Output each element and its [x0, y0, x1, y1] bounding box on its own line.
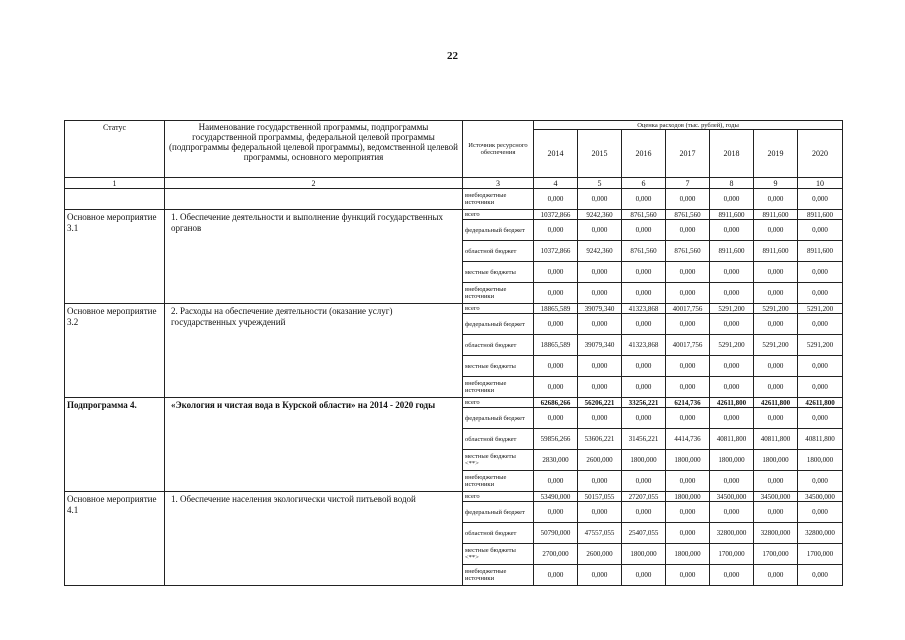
- source-cell: всего: [463, 492, 534, 502]
- value-cell: 25407,055: [622, 523, 666, 544]
- value-cell: 5291,200: [754, 304, 798, 314]
- source-cell: внебюджетные источники: [463, 283, 534, 304]
- value-cell: 32800,000: [798, 523, 843, 544]
- value-cell: 1800,000: [666, 492, 710, 502]
- value-cell: 0,000: [578, 471, 622, 492]
- value-cell: 0,000: [578, 408, 622, 429]
- value-cell: 59856,266: [534, 429, 578, 450]
- value-cell: 0,000: [534, 502, 578, 523]
- value-cell: 0,000: [534, 565, 578, 586]
- value-cell: 0,000: [534, 283, 578, 304]
- value-cell: 0,000: [666, 189, 710, 210]
- source-cell: федеральный бюджет: [463, 220, 534, 241]
- name-cell: 2. Расходы на обеспечение деятельности (оказание услуг) государственных учреждений: [165, 304, 463, 398]
- value-cell: 31456,221: [622, 429, 666, 450]
- value-cell: 34500,000: [798, 492, 843, 502]
- value-cell: 2600,000: [578, 544, 622, 565]
- value-cell: 53490,000: [534, 492, 578, 502]
- value-cell: 53606,221: [578, 429, 622, 450]
- year-header: 2020: [798, 130, 843, 178]
- name-cell: [165, 189, 463, 210]
- year-header: 2019: [754, 130, 798, 178]
- value-cell: 0,000: [534, 189, 578, 210]
- table-row: [65, 210, 843, 220]
- value-cell: 0,000: [754, 314, 798, 335]
- value-cell: 0,000: [666, 314, 710, 335]
- value-cell: 1800,000: [622, 544, 666, 565]
- value-cell: 0,000: [666, 220, 710, 241]
- value-cell: 0,000: [710, 377, 754, 398]
- name-cell: 1. Обеспечение населения экологически чистой питьевой водой: [165, 492, 463, 586]
- status-cell: Основное мероприятие 4.1: [65, 492, 165, 586]
- value-cell: 40811,800: [798, 429, 843, 450]
- table-row: [65, 189, 843, 210]
- value-cell: 0,000: [798, 220, 843, 241]
- value-cell: 0,000: [798, 471, 843, 492]
- value-cell: 0,000: [578, 565, 622, 586]
- value-cell: 8911,600: [754, 241, 798, 262]
- value-cell: 0,000: [666, 471, 710, 492]
- value-cell: 0,000: [710, 356, 754, 377]
- value-cell: 18865,589: [534, 304, 578, 314]
- value-cell: 1800,000: [710, 450, 754, 471]
- source-cell: федеральный бюджет: [463, 502, 534, 523]
- source-cell: областной бюджет: [463, 335, 534, 356]
- column-index: 8: [710, 178, 754, 189]
- value-cell: 8911,600: [798, 241, 843, 262]
- value-cell: 0,000: [798, 262, 843, 283]
- status-cell: Основное мероприятие 3.1: [65, 210, 165, 304]
- value-cell: 10372,866: [534, 241, 578, 262]
- value-cell: 39079,340: [578, 304, 622, 314]
- value-cell: 0,000: [534, 408, 578, 429]
- budget-table: [64, 120, 843, 586]
- value-cell: 2700,000: [534, 544, 578, 565]
- column-index: 1: [65, 178, 165, 189]
- source-cell: местные бюджеты <**>: [463, 544, 534, 565]
- page-number: 22: [447, 50, 458, 62]
- value-cell: 41323,868: [622, 304, 666, 314]
- value-cell: 39079,340: [578, 335, 622, 356]
- value-cell: 1800,000: [666, 450, 710, 471]
- value-cell: 1800,000: [754, 450, 798, 471]
- value-cell: 0,000: [666, 283, 710, 304]
- value-cell: 0,000: [534, 377, 578, 398]
- name-cell: «Экология и чистая вода в Курской области» на 2014 - 2020 годы: [165, 398, 463, 492]
- value-cell: 8761,560: [666, 241, 710, 262]
- year-header: 2018: [710, 130, 754, 178]
- source-cell: местные бюджеты <**>: [463, 450, 534, 471]
- value-cell: 42611,800: [798, 398, 843, 408]
- column-index: 2: [165, 178, 463, 189]
- value-cell: 8761,560: [622, 210, 666, 220]
- value-cell: 8911,600: [754, 210, 798, 220]
- value-cell: 0,000: [798, 283, 843, 304]
- value-cell: 2830,000: [534, 450, 578, 471]
- value-cell: 40811,800: [710, 429, 754, 450]
- value-cell: 1700,000: [798, 544, 843, 565]
- value-cell: 0,000: [666, 262, 710, 283]
- value-cell: 42611,800: [754, 398, 798, 408]
- value-cell: 0,000: [666, 502, 710, 523]
- source-cell: областной бюджет: [463, 241, 534, 262]
- value-cell: 0,000: [710, 262, 754, 283]
- value-cell: 0,000: [666, 408, 710, 429]
- value-cell: 1800,000: [666, 544, 710, 565]
- value-cell: 2600,000: [578, 450, 622, 471]
- value-cell: 0,000: [622, 283, 666, 304]
- value-cell: 0,000: [754, 356, 798, 377]
- value-cell: 0,000: [710, 408, 754, 429]
- value-cell: 47557,055: [578, 523, 622, 544]
- value-cell: 8911,600: [710, 241, 754, 262]
- value-cell: 34500,000: [754, 492, 798, 502]
- value-cell: 1700,000: [710, 544, 754, 565]
- status-cell: Основное мероприятие 3.2: [65, 304, 165, 398]
- value-cell: 0,000: [798, 502, 843, 523]
- value-cell: 0,000: [666, 523, 710, 544]
- value-cell: 0,000: [710, 189, 754, 210]
- value-cell: 5291,200: [798, 335, 843, 356]
- column-index: 7: [666, 178, 710, 189]
- value-cell: 42611,800: [710, 398, 754, 408]
- value-cell: 0,000: [754, 471, 798, 492]
- value-cell: 0,000: [578, 377, 622, 398]
- value-cell: 0,000: [578, 502, 622, 523]
- value-cell: 32800,000: [754, 523, 798, 544]
- value-cell: 0,000: [754, 502, 798, 523]
- value-cell: 33256,221: [622, 398, 666, 408]
- year-header: 2017: [666, 130, 710, 178]
- value-cell: 0,000: [666, 377, 710, 398]
- source-cell: внебюджетные источники: [463, 377, 534, 398]
- year-header: 2016: [622, 130, 666, 178]
- value-cell: 8911,600: [710, 210, 754, 220]
- status-cell: [65, 189, 165, 210]
- value-cell: 5291,200: [754, 335, 798, 356]
- value-cell: 0,000: [798, 189, 843, 210]
- value-cell: 1800,000: [622, 450, 666, 471]
- value-cell: 0,000: [578, 283, 622, 304]
- value-cell: 0,000: [798, 565, 843, 586]
- value-cell: 10372,866: [534, 210, 578, 220]
- value-cell: 0,000: [622, 356, 666, 377]
- source-cell: федеральный бюджет: [463, 314, 534, 335]
- value-cell: 0,000: [754, 408, 798, 429]
- value-cell: 8761,560: [622, 241, 666, 262]
- value-cell: 0,000: [534, 220, 578, 241]
- value-cell: 0,000: [578, 262, 622, 283]
- value-cell: 62686,266: [534, 398, 578, 408]
- value-cell: 0,000: [578, 314, 622, 335]
- value-cell: 1800,000: [798, 450, 843, 471]
- value-cell: 8911,600: [798, 210, 843, 220]
- source-cell: всего: [463, 210, 534, 220]
- value-cell: 9242,360: [578, 241, 622, 262]
- value-cell: 0,000: [754, 283, 798, 304]
- value-cell: 18865,589: [534, 335, 578, 356]
- value-cell: 9242,360: [578, 210, 622, 220]
- value-cell: 0,000: [622, 471, 666, 492]
- source-cell: внебюджетные источники: [463, 565, 534, 586]
- value-cell: 32800,000: [710, 523, 754, 544]
- value-cell: 40811,800: [754, 429, 798, 450]
- value-cell: 0,000: [622, 314, 666, 335]
- column-index: 5: [578, 178, 622, 189]
- header-name: Наименование государственной программы, подпрограммы государственной программы, федеральной целевой программы (подпрограммы федеральной целевой программы), ведомственной целевой программы, основного мероприятия: [165, 121, 463, 178]
- value-cell: 0,000: [622, 502, 666, 523]
- value-cell: 0,000: [710, 502, 754, 523]
- table-row: [65, 304, 843, 314]
- value-cell: 0,000: [534, 471, 578, 492]
- value-cell: 0,000: [534, 356, 578, 377]
- value-cell: 0,000: [798, 314, 843, 335]
- source-cell: всего: [463, 398, 534, 408]
- source-cell: областной бюджет: [463, 429, 534, 450]
- value-cell: 34500,000: [710, 492, 754, 502]
- column-index: 6: [622, 178, 666, 189]
- header-status: Статус: [65, 121, 165, 178]
- value-cell: 6214,736: [666, 398, 710, 408]
- value-cell: 0,000: [534, 262, 578, 283]
- value-cell: 0,000: [754, 220, 798, 241]
- value-cell: 0,000: [798, 408, 843, 429]
- year-header: 2014: [534, 130, 578, 178]
- header-estimate: Оценка расходов (тыс. рублей), годы: [534, 121, 843, 130]
- column-index: 4: [534, 178, 578, 189]
- value-cell: 5291,200: [798, 304, 843, 314]
- year-header: 2015: [578, 130, 622, 178]
- value-cell: 0,000: [710, 471, 754, 492]
- value-cell: 40017,756: [666, 304, 710, 314]
- value-cell: 0,000: [754, 262, 798, 283]
- source-cell: федеральный бюджет: [463, 408, 534, 429]
- value-cell: 50157,055: [578, 492, 622, 502]
- value-cell: 0,000: [710, 565, 754, 586]
- value-cell: 27207,055: [622, 492, 666, 502]
- value-cell: 0,000: [622, 262, 666, 283]
- value-cell: 0,000: [534, 314, 578, 335]
- value-cell: 0,000: [798, 356, 843, 377]
- value-cell: 0,000: [578, 220, 622, 241]
- value-cell: 1700,000: [754, 544, 798, 565]
- value-cell: 56206,221: [578, 398, 622, 408]
- value-cell: 0,000: [622, 220, 666, 241]
- value-cell: 0,000: [754, 565, 798, 586]
- name-cell: 1. Обеспечение деятельности и выполнение функций государственных органов: [165, 210, 463, 304]
- value-cell: 0,000: [710, 220, 754, 241]
- value-cell: 0,000: [754, 377, 798, 398]
- value-cell: 5291,200: [710, 304, 754, 314]
- value-cell: 0,000: [622, 377, 666, 398]
- source-cell: местные бюджеты: [463, 356, 534, 377]
- value-cell: 0,000: [666, 565, 710, 586]
- value-cell: 50790,000: [534, 523, 578, 544]
- value-cell: 0,000: [578, 356, 622, 377]
- source-cell: всего: [463, 304, 534, 314]
- source-cell: внебюджетные источники: [463, 471, 534, 492]
- status-cell: Подпрограмма 4.: [65, 398, 165, 492]
- value-cell: 0,000: [622, 565, 666, 586]
- value-cell: 0,000: [578, 189, 622, 210]
- value-cell: 0,000: [622, 408, 666, 429]
- header-source: Источник ресурсного обеспечения: [463, 121, 534, 178]
- source-cell: местные бюджеты: [463, 262, 534, 283]
- value-cell: 4414,736: [666, 429, 710, 450]
- table-row: [65, 492, 843, 502]
- value-cell: 41323,868: [622, 335, 666, 356]
- column-index: 9: [754, 178, 798, 189]
- value-cell: 40017,756: [666, 335, 710, 356]
- value-cell: 0,000: [622, 189, 666, 210]
- source-cell: областной бюджет: [463, 523, 534, 544]
- value-cell: 0,000: [710, 283, 754, 304]
- column-index: 10: [798, 178, 843, 189]
- value-cell: 0,000: [710, 314, 754, 335]
- value-cell: 0,000: [666, 356, 710, 377]
- value-cell: 8761,560: [666, 210, 710, 220]
- value-cell: 0,000: [754, 189, 798, 210]
- value-cell: 5291,200: [710, 335, 754, 356]
- value-cell: 0,000: [798, 377, 843, 398]
- source-cell: внебюджетные источники: [463, 189, 534, 210]
- table-row: [65, 398, 843, 408]
- column-index: 3: [463, 178, 534, 189]
